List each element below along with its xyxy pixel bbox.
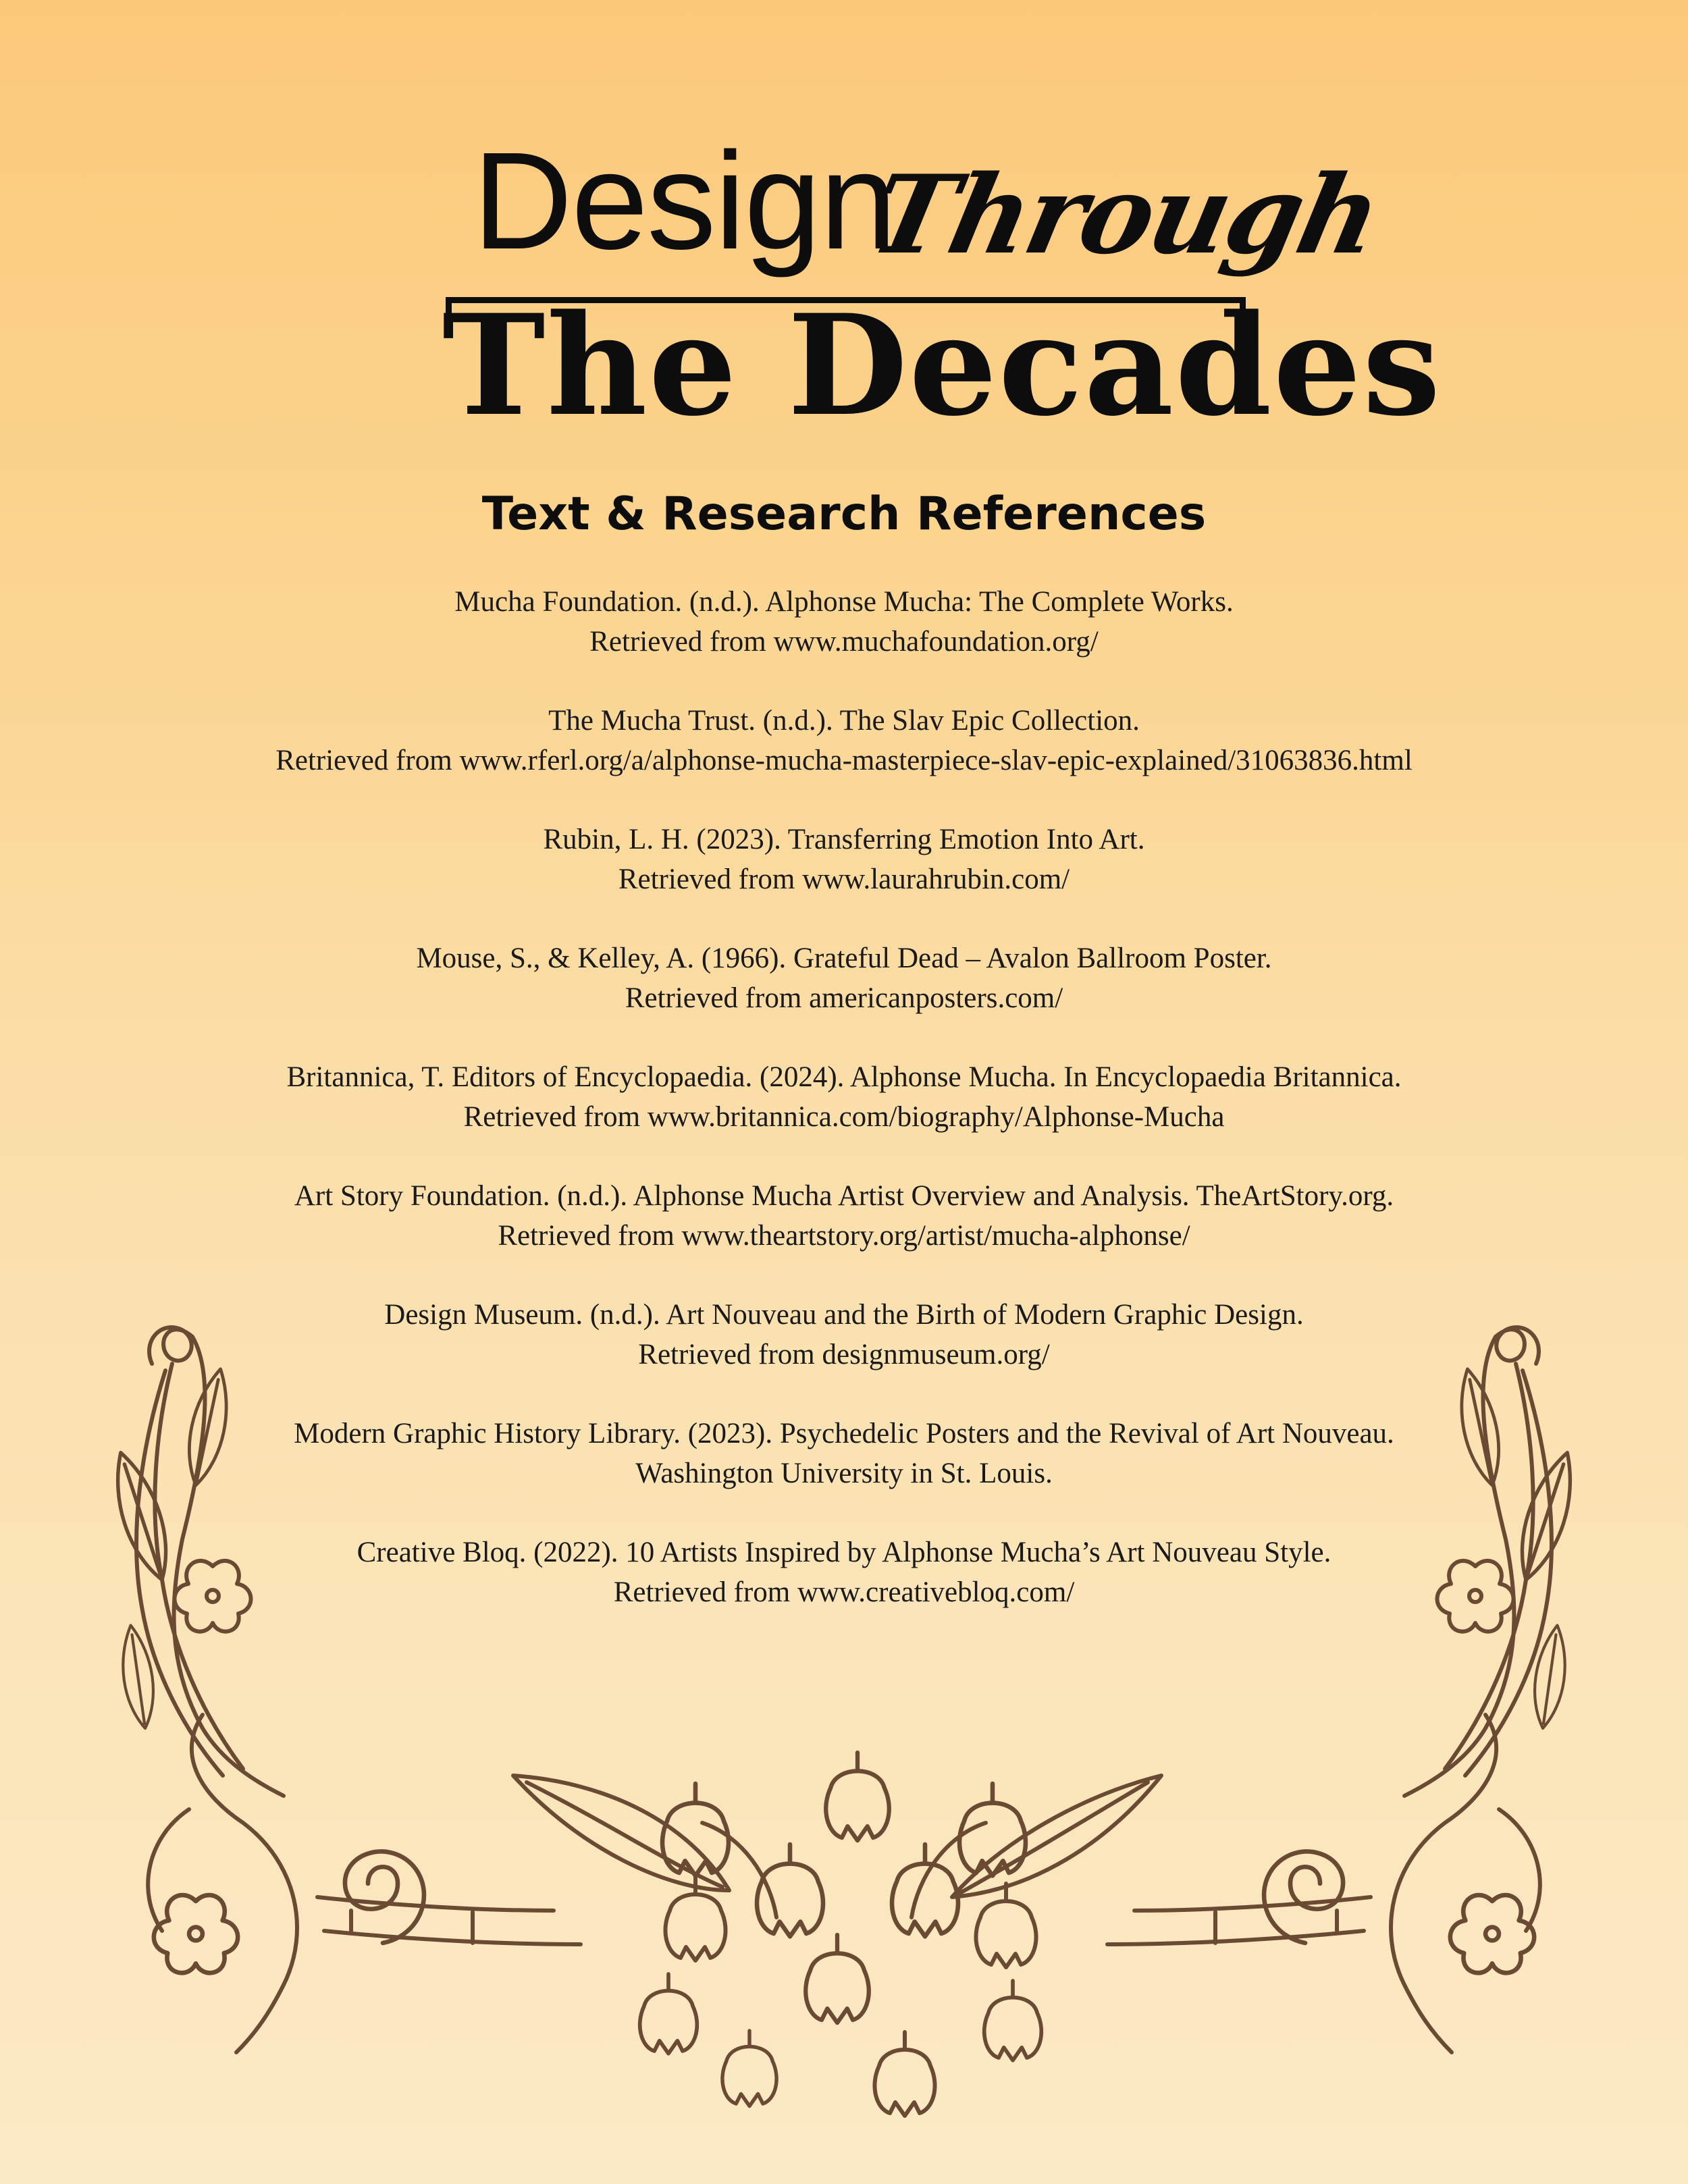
reference-source: Retrieved from www.britannica.com/biography/Alphonse-Mucha <box>463 1101 1225 1133</box>
reference-source: Retrieved from www.rferl.org/a/alphonse-mucha-masterpiece-slav-epic-explained/31063836.html <box>275 745 1413 776</box>
reference-citation: Art Story Foundation. (n.d.). Alphonse Mucha Artist Overview and Analysis. TheArtStory.org. <box>294 1180 1394 1212</box>
reference-citation: Mucha Foundation. (n.d.). Alphonse Mucha: The Complete Works. <box>454 586 1234 618</box>
reference-source: Retrieved from www.muchafoundation.org/ <box>589 626 1099 658</box>
title-word-design: Design <box>473 124 896 278</box>
reference-citation: Design Museum. (n.d.). Art Nouveau and the Birth of Modern Graphic Design. <box>384 1299 1304 1331</box>
reference-citation: Rubin, L. H. (2023). Transferring Emotion Into Art. <box>543 824 1145 855</box>
reference-source: Retrieved from www.laurahrubin.com/ <box>618 863 1070 895</box>
reference-source: Retrieved from designmuseum.org/ <box>638 1339 1050 1370</box>
title-word-through: Through <box>861 151 1390 278</box>
reference-citation: The Mucha Trust. (n.d.). The Slav Epic Collection. <box>548 705 1140 737</box>
reference-source: Retrieved from americanposters.com/ <box>625 982 1063 1014</box>
reference-citation: Britannica, T. Editors of Encyclopaedia. (2024). Alphonse Mucha. In Encyclopaedia Britannica. <box>286 1061 1402 1093</box>
reference-source: Retrieved from www.creativebloq.com/ <box>613 1576 1075 1608</box>
reference-citation: Modern Graphic History Library. (2023). Psychedelic Posters and the Revival of Art Nouveau. <box>294 1418 1394 1449</box>
reference-citation: Creative Bloq. (2022). 10 Artists Inspired by Alphonse Mucha’s Art Nouveau Style. <box>357 1537 1331 1568</box>
reference-source: Washington University in St. Louis. <box>635 1458 1053 1489</box>
reference-source: Retrieved from www.theartstory.org/artist/mucha-alphonse/ <box>498 1220 1190 1252</box>
page-subtitle: Text & Research References <box>481 487 1207 541</box>
reference-citation: Mouse, S., & Kelley, A. (1966). Grateful Dead – Avalon Ballroom Poster. <box>416 942 1272 974</box>
title-the-decades: The Decades <box>442 285 1442 447</box>
